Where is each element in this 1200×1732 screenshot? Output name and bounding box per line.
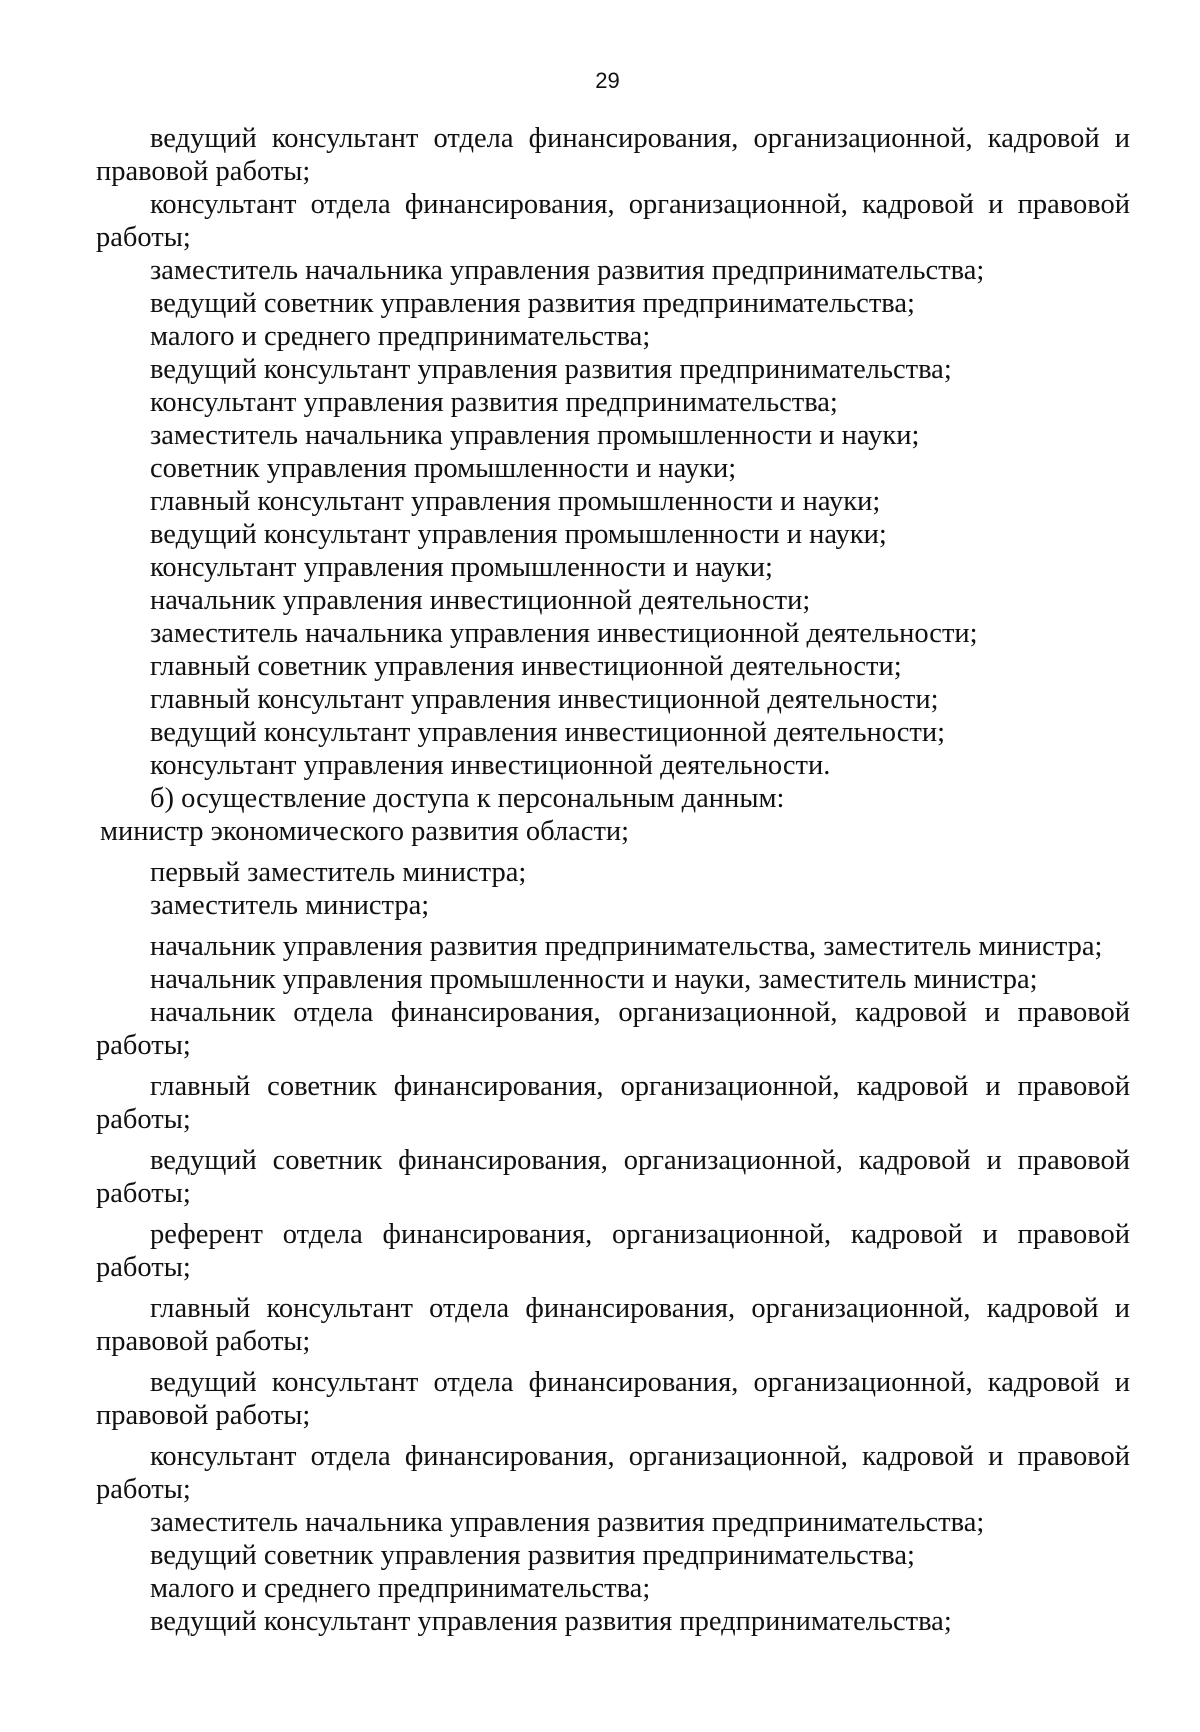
text-line: правовой работы;	[96, 1400, 311, 1431]
text-line: правовой работы;	[96, 1326, 311, 1357]
text-line: консультант управления развития предпринимательства;	[150, 387, 838, 418]
text-line: первый заместитель министра;	[150, 857, 527, 888]
text-line: главный консультант отдела финансирования, организационной, кадровой и	[150, 1293, 1130, 1324]
text-line: ведущий консультант управления развития предпринимательства;	[150, 354, 952, 385]
text-line: малого и среднего предпринимательства;	[150, 321, 651, 352]
page-number: 29	[595, 68, 620, 93]
text-line: ведущий консультант отдела финансирования, организационной, кадровой и	[150, 1367, 1130, 1398]
text-line: референт отдела финансирования, организационной, кадровой и правовой	[150, 1219, 1130, 1250]
text-line: главный советник финансирования, организационной, кадровой и правовой	[150, 1071, 1130, 1102]
text-line: начальник отдела финансирования, организационной, кадровой и правовой	[150, 997, 1130, 1028]
text-line: б) осуществление доступа к персональным данным:	[150, 783, 785, 814]
text-line: начальник управления инвестиционной деятельности;	[150, 585, 811, 616]
text-line: работы;	[96, 222, 191, 253]
text-line: заместитель министра;	[150, 890, 430, 921]
text-line: консультант отдела финансирования, организационной, кадровой и правовой	[150, 189, 1130, 220]
text-line: ведущий консультант управления инвестиционной деятельности;	[150, 717, 946, 748]
text-line: начальник управления развития предпринимательства, заместитель министра;	[150, 931, 1103, 962]
text-line: консультант управления инвестиционной деятельности.	[150, 750, 831, 781]
text-line: начальник управления промышленности и науки, заместитель министра;	[150, 964, 1038, 995]
text-line: ведущий консультант управления промышленности и науки;	[150, 519, 887, 550]
text-line: заместитель начальника управления инвестиционной деятельности;	[150, 618, 978, 649]
text-line: ведущий консультант отдела финансирования, организационной, кадровой и	[150, 123, 1130, 154]
text-line: советник управления промышленности и науки;	[150, 453, 737, 484]
text-line: заместитель начальника управления развития предпринимательства;	[150, 255, 985, 286]
text-line: консультант отдела финансирования, организационной, кадровой и правовой	[150, 1441, 1130, 1472]
text-line: малого и среднего предпринимательства;	[150, 1573, 651, 1604]
text-line: главный консультант управления промышленности и науки;	[150, 486, 881, 517]
text-line: министр экономического развития области;	[100, 816, 630, 847]
text-line: работы;	[96, 1252, 191, 1283]
text-line: работы;	[96, 1474, 191, 1505]
text-line: ведущий консультант управления развития предпринимательства;	[150, 1606, 952, 1637]
text-line: консультант управления промышленности и науки;	[150, 552, 773, 583]
document-body	[96, 122, 1130, 1638]
text-line: ведущий советник управления развития предпринимательства;	[150, 1540, 915, 1571]
text-line: ведущий советник управления развития предпринимательства;	[150, 288, 915, 319]
text-line: работы;	[96, 1178, 191, 1209]
text-line: работы;	[96, 1104, 191, 1135]
text-line: главный советник управления инвестиционной деятельности;	[150, 651, 902, 682]
text-line: заместитель начальника управления развития предпринимательства;	[150, 1507, 985, 1538]
text-line: ведущий советник финансирования, организационной, кадровой и правовой	[150, 1145, 1130, 1176]
text-line: главный консультант управления инвестиционной деятельности;	[150, 684, 939, 715]
text-line: работы;	[96, 1030, 191, 1061]
text-line: правовой работы;	[96, 156, 311, 187]
text-line: заместитель начальника управления промышленности и науки;	[150, 420, 920, 451]
